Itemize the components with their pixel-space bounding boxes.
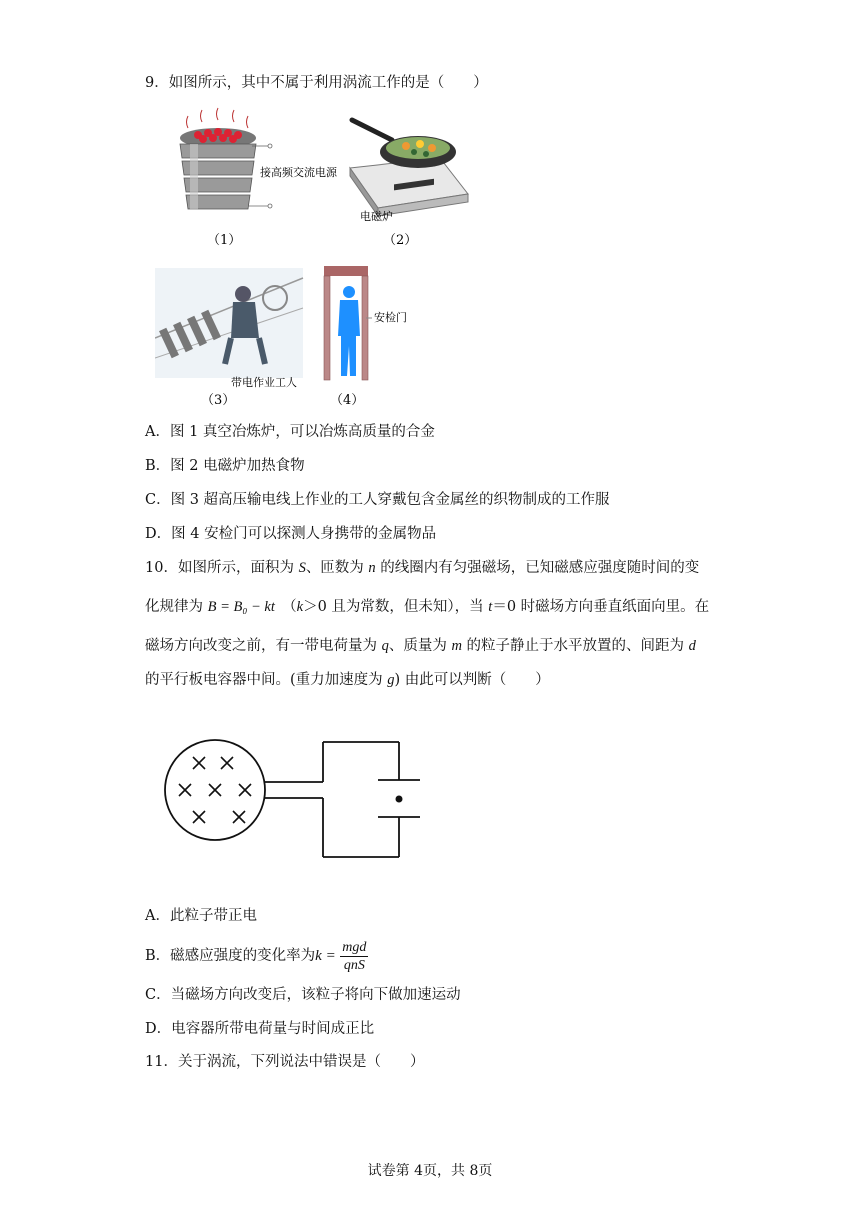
rate-fraction: $\frac{\text{mgd}}{\text{qnS}}$ [342, 939, 367, 973]
q10-stem-line-2: 化规律为 B = B₀ − kt （k＞0 且为常数，但未知），当 t＝0 时磁场方向垂直纸面向里。在 [145, 599, 710, 615]
figure-4-caption: 安检门 [374, 311, 407, 324]
page-footer: 试卷第 4页，共 8页 [367, 1163, 493, 1179]
q9-option-a: A．图 1 真空冶炼炉，可以冶炼高质量的合金 [145, 424, 435, 440]
q9-stem: 9．如图所示，其中不属于利用涡流工作的是（ ） [145, 75, 488, 91]
figure-3-label: （3） [201, 393, 236, 408]
q9-option-c: C．图 3 超高压输电线上作业的工人穿戴包含金属丝的织物制成的工作服 [145, 492, 610, 508]
figure-1-label: （1） [207, 233, 242, 248]
figure-3-caption: 带电作业工人 [231, 376, 297, 389]
figure-4-security-gate [318, 262, 428, 410]
figure-4-label: （4） [330, 393, 365, 408]
figure-1-caption: 接高频交流电源 [260, 166, 337, 179]
figure-3-live-line-worker [155, 268, 305, 408]
figure-2-label: （2） [383, 233, 418, 248]
figure-2-induction-cooker [340, 108, 480, 250]
q9-option-d: D．图 4 安检门可以探测人身携带的金属物品 [145, 526, 437, 542]
q10-option-a: A．此粒子带正电 [145, 908, 257, 924]
q10-circuit-diagram [160, 735, 430, 865]
charged-particle [396, 796, 403, 803]
figure-2-caption: 电磁炉 [360, 210, 393, 223]
q11-stem: 11．关于涡流，下列说法中错误是（ ） [145, 1054, 425, 1070]
figure-1-furnace [160, 106, 355, 251]
q10-option-c: C．当磁场方向改变后，该粒子将向下做加速运动 [145, 987, 461, 1003]
q10-option-d: D．电容器所带电荷量与时间成正比 [145, 1021, 375, 1037]
q10-option-b: B．磁感应强度的变化率为k = $\frac{\text{mgd}}{\text{qnS}}$ [145, 939, 367, 973]
magnetic-field-crosses [179, 757, 251, 823]
q10-stem-line-4: 的平行板电容器中间。(重力加速度为 g) 由此可以判断（ ） [145, 672, 550, 688]
q10-stem-line-3: 磁场方向改变之前，有一带电荷量为 q、质量为 m 的粒子静止于水平放置的、间距为 d [145, 638, 696, 654]
q9-option-b: B．图 2 电磁炉加热食物 [145, 458, 305, 474]
q10-stem-line-1: 10．如图所示，面积为 S、匝数为 n 的线圈内有匀强磁场，已知磁感应强度随时间的变 [145, 560, 700, 576]
q10-formula: B = B₀ − kt [207, 599, 275, 615]
